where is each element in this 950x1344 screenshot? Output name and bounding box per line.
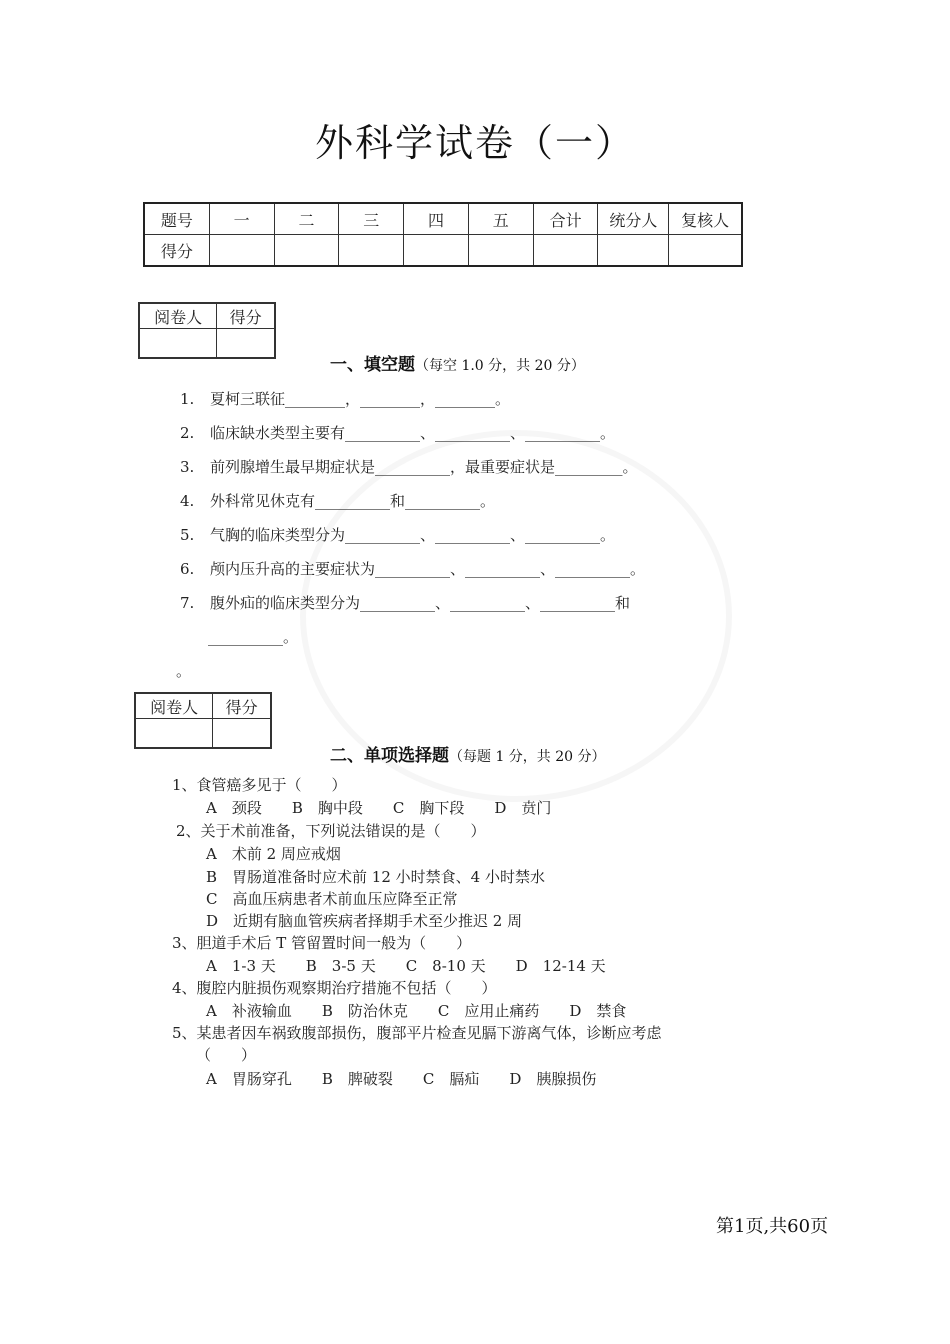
score-cell xyxy=(669,235,742,267)
question-5-options: A 胃肠穿孔 B 脾破裂 C 膈疝 D 胰腺损伤 xyxy=(206,1070,597,1088)
grader-label: 阅卷人 xyxy=(135,693,213,719)
section1-title: 一、填空题 xyxy=(330,355,415,375)
fill-item-text: 腹外疝的临床类型分为__________、__________、__________和 xyxy=(210,594,631,612)
question-2-option-c: C 高血压病患者术前血压应降至正常 xyxy=(206,890,458,908)
question-2-option-b: B 胃肠道准备时应术前 12 小时禁食、4 小时禁水 xyxy=(206,868,545,886)
score-cell xyxy=(468,235,533,267)
grader-box-section1 xyxy=(138,302,276,359)
fill-item-text: 夏柯三联征________，________，________。 xyxy=(210,390,511,408)
section2-heading xyxy=(330,741,606,766)
fill-item-number: 7. xyxy=(180,594,195,612)
fill-item xyxy=(180,388,510,409)
section2-note: （每题 1 分，共 20 分） xyxy=(449,749,606,765)
score-row-label: 得分 xyxy=(144,235,209,267)
fill-item-text: 外科常见休克有__________和__________。 xyxy=(210,492,496,510)
score-header-cell: 合计 xyxy=(533,203,598,235)
score-header-cell: 一 xyxy=(209,203,274,235)
grader-cell xyxy=(135,719,213,749)
score-header-cell: 二 xyxy=(274,203,339,235)
score-header-cell: 复核人 xyxy=(669,203,742,235)
question-2-option-d: D 近期有脑血管疾病者择期手术至少推迟 2 周 xyxy=(206,912,523,930)
fill-item-number: 1. xyxy=(180,390,195,408)
question-5: 5、某患者因车祸致腹部损伤，腹部平片检查见膈下游离气体，诊断应考虑 xyxy=(172,1024,662,1042)
fill-item-number: 4. xyxy=(180,492,195,510)
fill-item-text: 气胸的临床类型分为__________、__________、__________。 xyxy=(210,526,616,544)
grader-cell xyxy=(217,329,275,359)
score-cell xyxy=(339,235,404,267)
score-cell xyxy=(533,235,598,267)
section2-title: 二、单项选择题 xyxy=(330,746,449,766)
fill-item-text: 临床缺水类型主要有__________、__________、__________。 xyxy=(210,424,616,442)
fill-item-text: 颅内压升高的主要症状为__________、__________、__________。 xyxy=(210,560,646,578)
score-table-header-row xyxy=(144,203,742,235)
question-5-paren: （ ） xyxy=(196,1046,257,1064)
score-header-cell: 三 xyxy=(339,203,404,235)
question-4: 4、腹腔内脏损伤观察期治疗措施不包括（ ） xyxy=(172,979,497,997)
grader-label: 阅卷人 xyxy=(139,303,217,329)
fill-item xyxy=(180,422,615,443)
page-title: 外科学试卷（一） xyxy=(314,121,635,165)
fill-item-text: 前列腺增生最早期症状是__________，最重要症状是_________。 xyxy=(210,458,638,476)
fill-item xyxy=(180,524,615,545)
fill-item-continuation: __________。 xyxy=(208,628,299,646)
question-4-options: A 补液输血 B 防治休克 C 应用止痛药 D 禁食 xyxy=(206,1002,627,1020)
score-cell xyxy=(404,235,469,267)
section1-note: （每空 1.0 分，共 20 分） xyxy=(415,358,585,374)
score-header-cell: 五 xyxy=(468,203,533,235)
grader-score-label: 得分 xyxy=(217,303,275,329)
section1-heading xyxy=(330,350,585,375)
fill-item xyxy=(180,558,645,579)
score-cell xyxy=(598,235,669,267)
fill-item-number: 5. xyxy=(180,526,195,544)
score-table xyxy=(143,202,743,267)
question-2: 2、关于术前准备，下列说法错误的是（ ） xyxy=(176,822,486,840)
fill-item xyxy=(180,490,495,511)
page-footer: 第1页,共60页 xyxy=(716,1216,829,1237)
question-2-option-a: A 术前 2 周应戒烟 xyxy=(206,845,341,863)
grader-cell xyxy=(213,719,271,749)
score-header-cell: 四 xyxy=(404,203,469,235)
question-1: 1、食管癌多见于（ ） xyxy=(172,776,347,794)
grader-score-label: 得分 xyxy=(213,693,271,719)
score-header-cell: 题号 xyxy=(144,203,209,235)
grader-cell xyxy=(139,329,217,359)
score-header-cell: 统分人 xyxy=(598,203,669,235)
fill-item-number: 3. xyxy=(180,458,195,476)
score-cell xyxy=(274,235,339,267)
fill-item-number: 2. xyxy=(180,424,195,442)
question-3: 3、胆道手术后 T 管留置时间一般为（ ） xyxy=(172,934,472,952)
fill-item xyxy=(180,592,630,613)
score-cell xyxy=(209,235,274,267)
question-3-options: A 1-3 天 B 3-5 天 C 8-10 天 D 12-14 天 xyxy=(206,957,606,975)
fill-item-number: 6. xyxy=(180,560,195,578)
fill-item xyxy=(180,456,638,477)
question-1-options: A 颈段 B 胸中段 C 胸下段 D 贲门 xyxy=(206,799,552,817)
stray-mark: 。 xyxy=(176,662,192,680)
grader-box-section2 xyxy=(134,692,272,749)
score-table-score-row xyxy=(144,235,742,267)
